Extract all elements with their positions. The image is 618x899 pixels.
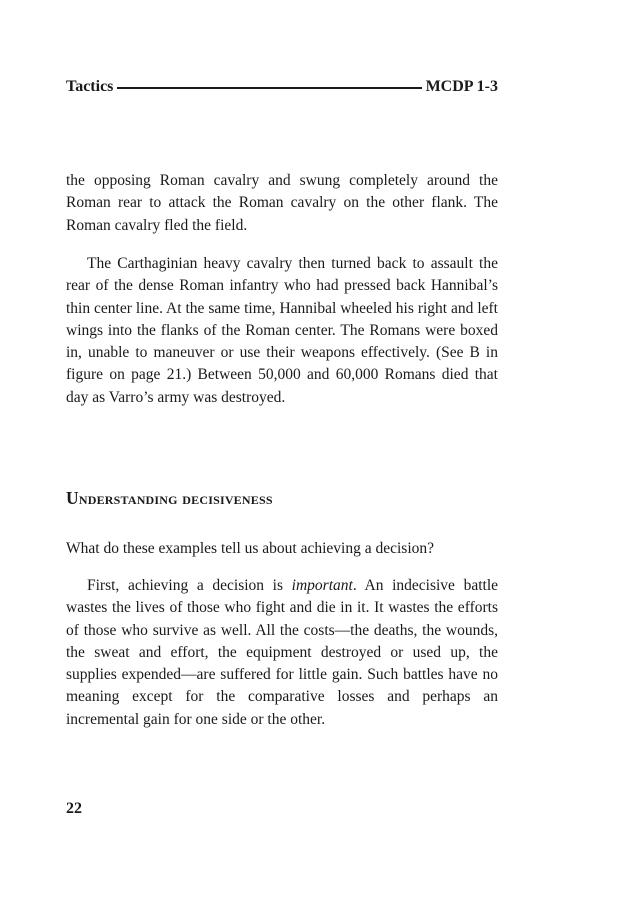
paragraph-question: What do these examples tell us about achieving a decision? bbox=[66, 540, 435, 557]
paragraph-carthaginian-assault: The Carthaginian heavy cavalry then turned back to assault the rear of the dense Roman infantry who had pressed back Hannibal’s thin center line. At the same time, Hannibal wheeled his right and left wings into the flanks of the Roman center. The Romans were boxed in, unable to maneuver or use their weapons effectively. (See B in figure on page 21.) Between 50,000 and 60,000 Romans died that day as Varro’s army was destroyed. bbox=[66, 255, 498, 406]
running-header bbox=[66, 78, 498, 96]
page-number: 22 bbox=[66, 800, 82, 817]
header-section-title: Tactics bbox=[66, 78, 114, 95]
paragraph-achieving-decision-start: First, achieving a decision is bbox=[87, 577, 292, 594]
emphasis-important: important bbox=[291, 577, 353, 594]
header-publication-id: MCDP 1-3 bbox=[425, 78, 498, 95]
paragraph-achieving-decision bbox=[66, 575, 498, 731]
paragraph-cavalry-flank: the opposing Roman cavalry and swung completely around the Roman rear to attack the Roman cavalry on the other flank. The Roman cavalry fled the field. bbox=[66, 172, 498, 234]
header-rule bbox=[117, 87, 421, 89]
paragraph-achieving-decision-end: . An indecisive battle wastes the lives of those who fight and die in it. It wastes the efforts of those who survive as well. All the costs—the deaths, the wounds, the sweat and effort, the equipment destroyed or used up, the supplies expended—are suffered for little gain. Such battles have no meaning except for the comparative losses and perhaps an incremental gain for one side or the other. bbox=[66, 577, 498, 728]
section-heading: Understanding decisiveness bbox=[66, 488, 273, 508]
